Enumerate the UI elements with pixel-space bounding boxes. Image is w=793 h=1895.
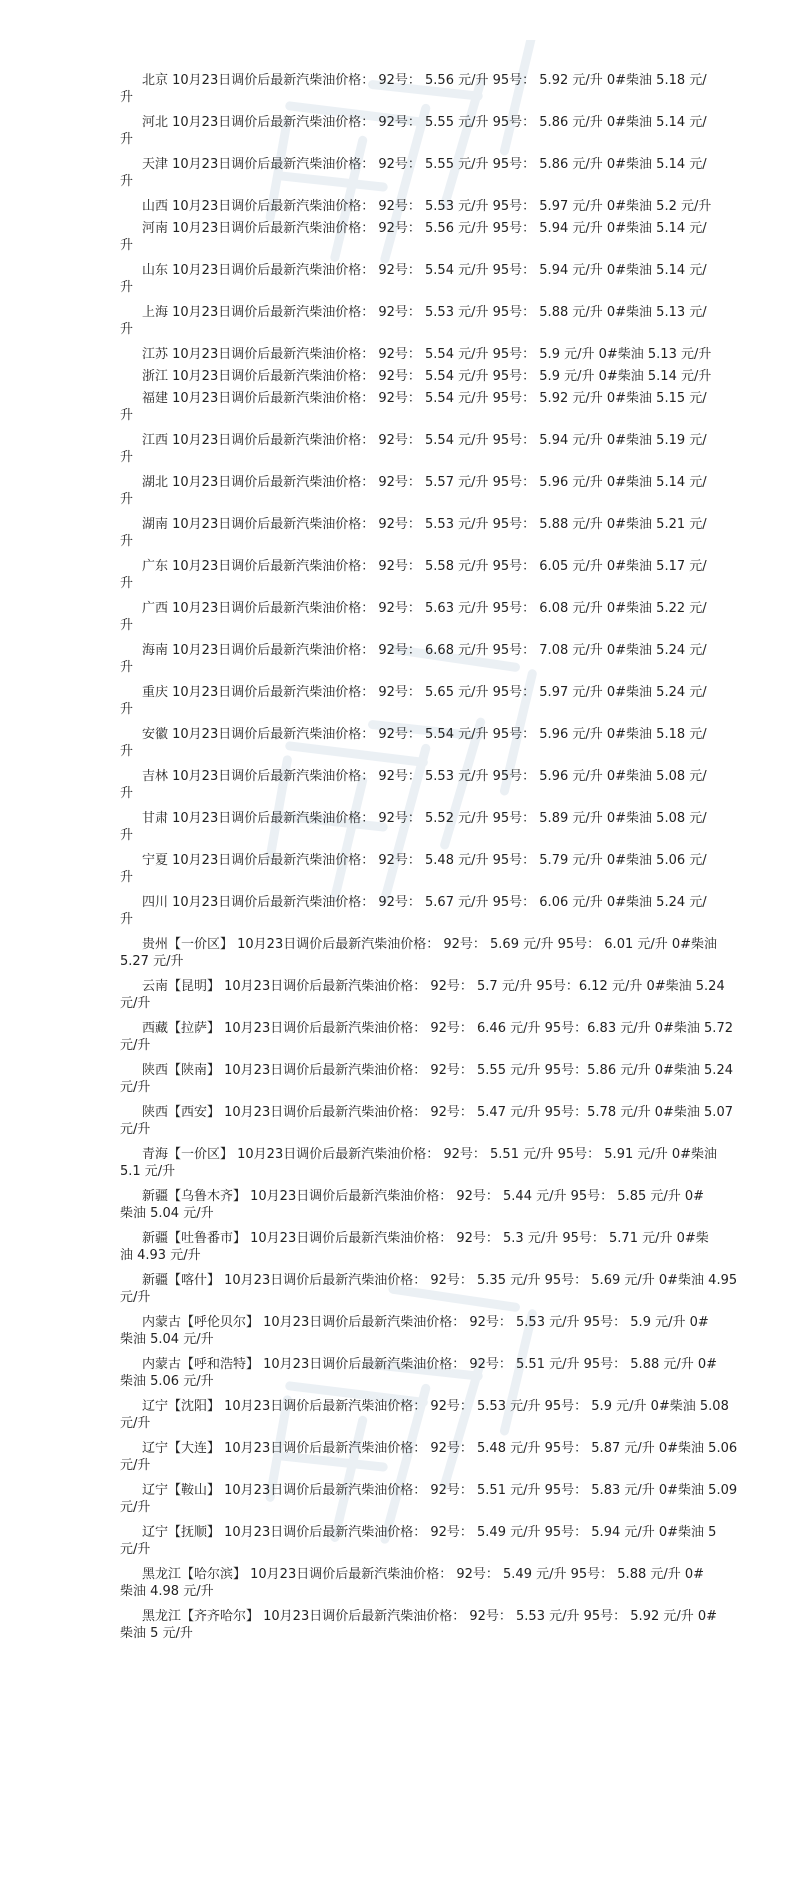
price-entry [120, 474, 707, 508]
price-entry [120, 1314, 709, 1348]
price-entry [120, 346, 712, 363]
price-entry [120, 1020, 733, 1054]
price-line: 河南 10月23日调价后最新汽柴油价格： 92号： 5.56 元/升 95号： 5.94 元/升 0#柴油 5.14 元/ [142, 221, 707, 236]
price-line: 内蒙古【呼伦贝尔】 10月23日调价后最新汽柴油价格： 92号： 5.53 元/升 95号： 5.9 元/升 0# [142, 1315, 709, 1330]
price-line: 安徽 10月23日调价后最新汽柴油价格： 92号： 5.54 元/升 95号： 5.96 元/升 0#柴油 5.18 元/ [142, 727, 707, 742]
price-entry [120, 1104, 733, 1138]
price-entry [120, 368, 712, 385]
price-line: 新疆【乌鲁木齐】 10月23日调价后最新汽柴油价格： 92号： 5.44 元/升 95号： 5.85 元/升 0# [142, 1189, 705, 1204]
price-line: 重庆 10月23日调价后最新汽柴油价格： 92号： 5.65 元/升 95号： 5.97 元/升 0#柴油 5.24 元/ [142, 685, 707, 700]
price-line-wrap: 柴油 4.98 元/升 [120, 1584, 214, 1599]
price-line: 辽宁【鞍山】 10月23日调价后最新汽柴油价格： 92号： 5.51 元/升 95号： 5.83 元/升 0#柴油 5.09 [142, 1483, 738, 1498]
price-line: 湖北 10月23日调价后最新汽柴油价格： 92号： 5.57 元/升 95号： 5.96 元/升 0#柴油 5.14 元/ [142, 475, 707, 490]
price-entry [120, 220, 707, 254]
price-entry [120, 1062, 733, 1096]
price-line: 甘肃 10月23日调价后最新汽柴油价格： 92号： 5.52 元/升 95号： 5.89 元/升 0#柴油 5.08 元/ [142, 811, 707, 826]
price-line-wrap: 元/升 [120, 1416, 151, 1431]
price-entry [120, 1524, 717, 1558]
price-line: 西藏【拉萨】 10月23日调价后最新汽柴油价格： 92号： 6.46 元/升 95号：6.83 元/升 0#柴油 5.72 [142, 1021, 733, 1036]
price-line: 陕西【陕南】 10月23日调价后最新汽柴油价格： 92号： 5.55 元/升 95号：5.86 元/升 0#柴油 5.24 [142, 1063, 733, 1078]
price-line: 新疆【喀什】 10月23日调价后最新汽柴油价格： 92号： 5.35 元/升 95号： 5.69 元/升 0#柴油 4.95 [142, 1273, 738, 1288]
price-line-wrap: 元/升 [120, 1542, 151, 1557]
price-entry [120, 936, 718, 970]
price-line: 江西 10月23日调价后最新汽柴油价格： 92号： 5.54 元/升 95号： 5.94 元/升 0#柴油 5.19 元/ [142, 433, 707, 448]
price-line: 天津 10月23日调价后最新汽柴油价格： 92号： 5.55 元/升 95号： 5.86 元/升 0#柴油 5.14 元/ [142, 157, 707, 172]
price-entry [120, 852, 707, 886]
price-entry [120, 1566, 705, 1600]
price-line-wrap: 升 [120, 534, 134, 549]
price-line: 江苏 10月23日调价后最新汽柴油价格： 92号： 5.54 元/升 95号： 5.9 元/升 0#柴油 5.13 元/升 [142, 347, 712, 362]
price-line-wrap: 升 [120, 702, 134, 717]
price-line: 辽宁【大连】 10月23日调价后最新汽柴油价格： 92号： 5.48 元/升 95号： 5.87 元/升 0#柴油 5.06 [142, 1441, 738, 1456]
price-line-wrap: 升 [120, 912, 134, 927]
price-line: 福建 10月23日调价后最新汽柴油价格： 92号： 5.54 元/升 95号： 5.92 元/升 0#柴油 5.15 元/ [142, 391, 707, 406]
price-line-wrap: 元/升 [120, 1122, 151, 1137]
price-line-wrap: 5.27 元/升 [120, 954, 184, 969]
price-line-wrap: 柴油 5.04 元/升 [120, 1332, 214, 1347]
price-line: 上海 10月23日调价后最新汽柴油价格： 92号： 5.53 元/升 95号： 5.88 元/升 0#柴油 5.13 元/ [142, 305, 707, 320]
price-entry [120, 600, 707, 634]
price-line-wrap: 升 [120, 280, 134, 295]
price-entry [120, 1608, 718, 1642]
price-entry [120, 1356, 718, 1390]
price-entry [120, 1146, 718, 1180]
price-line-wrap: 升 [120, 744, 134, 759]
price-entry [120, 684, 707, 718]
price-entry [120, 1272, 738, 1306]
price-line-wrap: 升 [120, 408, 134, 423]
price-line-wrap: 升 [120, 174, 134, 189]
price-entry [120, 516, 707, 550]
price-entry [120, 768, 707, 802]
price-line-wrap: 元/升 [120, 1290, 151, 1305]
price-line-wrap: 升 [120, 492, 134, 507]
price-entry [120, 1440, 738, 1474]
price-entry [120, 1398, 729, 1432]
price-entry [120, 810, 707, 844]
price-entry [120, 978, 725, 1012]
price-entry [120, 432, 707, 466]
price-line-wrap: 油 4.93 元/升 [120, 1248, 201, 1263]
price-line-wrap: 元/升 [120, 996, 151, 1011]
price-entry [120, 304, 707, 338]
price-line-wrap: 升 [120, 238, 134, 253]
price-line-wrap: 升 [120, 132, 134, 147]
price-line-wrap: 升 [120, 322, 134, 337]
price-entry [120, 894, 707, 928]
price-line-wrap: 升 [120, 786, 134, 801]
price-line: 山东 10月23日调价后最新汽柴油价格： 92号： 5.54 元/升 95号： 5.94 元/升 0#柴油 5.14 元/ [142, 263, 707, 278]
price-line: 山西 10月23日调价后最新汽柴油价格： 92号： 5.53 元/升 95号： 5.97 元/升 0#柴油 5.2 元/升 [142, 199, 712, 214]
price-line: 四川 10月23日调价后最新汽柴油价格： 92号： 5.67 元/升 95号： 6.06 元/升 0#柴油 5.24 元/ [142, 895, 707, 910]
price-line: 河北 10月23日调价后最新汽柴油价格： 92号： 5.55 元/升 95号： 5.86 元/升 0#柴油 5.14 元/ [142, 115, 707, 130]
price-line: 辽宁【沈阳】 10月23日调价后最新汽柴油价格： 92号： 5.53 元/升 95号： 5.9 元/升 0#柴油 5.08 [142, 1399, 729, 1414]
price-line: 海南 10月23日调价后最新汽柴油价格： 92号： 6.68 元/升 95号： 7.08 元/升 0#柴油 5.24 元/ [142, 643, 707, 658]
price-line: 湖南 10月23日调价后最新汽柴油价格： 92号： 5.53 元/升 95号： 5.88 元/升 0#柴油 5.21 元/ [142, 517, 707, 532]
price-entry [120, 726, 707, 760]
price-entry [120, 1188, 705, 1222]
price-line: 黑龙江【齐齐哈尔】 10月23日调价后最新汽柴油价格： 92号： 5.53 元/升 95号： 5.92 元/升 0# [142, 1609, 718, 1624]
price-line: 内蒙古【呼和浩特】 10月23日调价后最新汽柴油价格： 92号： 5.51 元/升 95号： 5.88 元/升 0# [142, 1357, 718, 1372]
price-line: 广西 10月23日调价后最新汽柴油价格： 92号： 5.63 元/升 95号： 6.08 元/升 0#柴油 5.22 元/ [142, 601, 707, 616]
price-line: 吉林 10月23日调价后最新汽柴油价格： 92号： 5.53 元/升 95号： 5.96 元/升 0#柴油 5.08 元/ [142, 769, 707, 784]
price-entry [120, 558, 707, 592]
price-line-wrap: 升 [120, 870, 134, 885]
price-line-wrap: 元/升 [120, 1500, 151, 1515]
price-line-wrap: 柴油 5.04 元/升 [120, 1206, 214, 1221]
price-line: 辽宁【抚顺】 10月23日调价后最新汽柴油价格： 92号： 5.49 元/升 95号： 5.94 元/升 0#柴油 5 [142, 1525, 717, 1540]
price-entry [120, 642, 707, 676]
price-line-wrap: 柴油 5 元/升 [120, 1626, 193, 1641]
price-entry [120, 156, 707, 190]
price-line-wrap: 柴油 5.06 元/升 [120, 1374, 214, 1389]
price-line-wrap: 升 [120, 450, 134, 465]
price-line: 陕西【西安】 10月23日调价后最新汽柴油价格： 92号： 5.47 元/升 95号：5.78 元/升 0#柴油 5.07 [142, 1105, 733, 1120]
price-line-wrap: 元/升 [120, 1038, 151, 1053]
price-line-wrap: 升 [120, 576, 134, 591]
price-entry [120, 198, 712, 215]
price-entry [120, 262, 707, 296]
price-line: 云南【昆明】 10月23日调价后最新汽柴油价格： 92号： 5.7 元/升 95号：6.12 元/升 0#柴油 5.24 [142, 979, 725, 994]
price-line-wrap: 升 [120, 90, 134, 105]
price-line-wrap: 元/升 [120, 1458, 151, 1473]
price-line: 黑龙江【哈尔滨】 10月23日调价后最新汽柴油价格： 92号： 5.49 元/升 95号： 5.88 元/升 0# [142, 1567, 705, 1582]
price-line-wrap: 升 [120, 828, 134, 843]
price-line: 宁夏 10月23日调价后最新汽柴油价格： 92号： 5.48 元/升 95号： 5.79 元/升 0#柴油 5.06 元/ [142, 853, 707, 868]
price-entry [120, 1482, 738, 1516]
price-line-wrap: 5.1 元/升 [120, 1164, 176, 1179]
price-line-wrap: 元/升 [120, 1080, 151, 1095]
price-entry [120, 390, 707, 424]
price-line: 广东 10月23日调价后最新汽柴油价格： 92号： 5.58 元/升 95号： 6.05 元/升 0#柴油 5.17 元/ [142, 559, 707, 574]
price-line: 浙江 10月23日调价后最新汽柴油价格： 92号： 5.54 元/升 95号： 5.9 元/升 0#柴油 5.14 元/升 [142, 369, 712, 384]
price-line: 北京 10月23日调价后最新汽柴油价格： 92号： 5.56 元/升 95号： 5.92 元/升 0#柴油 5.18 元/ [142, 73, 707, 88]
price-line-wrap: 升 [120, 660, 134, 675]
price-line: 贵州【一价区】 10月23日调价后最新汽柴油价格： 92号： 5.69 元/升 95号： 6.01 元/升 0#柴油 [142, 937, 718, 952]
price-entry [120, 114, 707, 148]
price-line-wrap: 升 [120, 618, 134, 633]
price-entry [120, 72, 707, 106]
price-line: 新疆【吐鲁番市】 10月23日调价后最新汽柴油价格： 92号： 5.3 元/升 95号： 5.71 元/升 0#柴 [142, 1231, 709, 1246]
price-list [120, 72, 738, 1650]
price-entry [120, 1230, 709, 1264]
price-line: 青海【一价区】 10月23日调价后最新汽柴油价格： 92号： 5.51 元/升 95号： 5.91 元/升 0#柴油 [142, 1147, 718, 1162]
